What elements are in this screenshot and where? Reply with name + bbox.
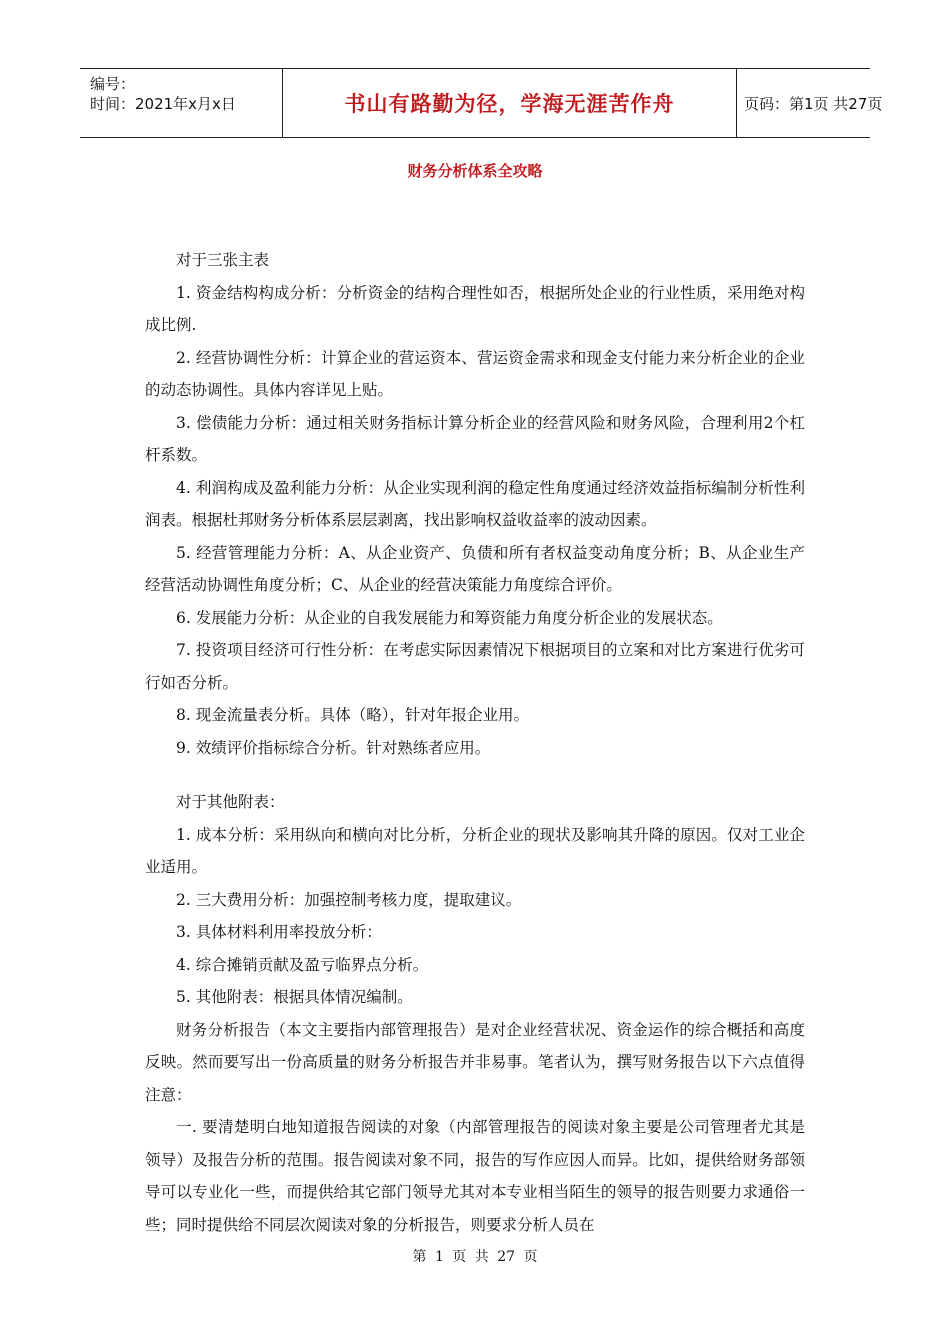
header-motto-cell [282,69,737,137]
paragraph: 5. 经营管理能力分析：A、从企业资产、负债和所有者权益变动角度分析；B、从企业生产经营活动协调性角度分析；C、从企业的经营决策能力角度综合评价。 [145,543,805,594]
header-meta-cell [80,69,282,137]
paragraph: 7. 投资项目经济可行性分析：在考虑实际因素情况下根据项目的立案和对比方案进行优劣可行如否分析。 [145,641,805,692]
section-heading-other-tables: 对于其他附表： [176,793,285,811]
paragraph: 5. 其他附表：根据具体情况编制。 [176,988,413,1006]
paragraph: 1. 资金结构构成分析：分析资金的结构合理性如否，根据所处企业的行业性质，采用绝对构成比例. [145,283,805,334]
paragraph: 6. 发展能力分析：从企业的自我发展能力和筹资能力角度分析企业的发展状态。 [176,608,723,627]
paragraph: 2. 经营协调性分析：计算企业的营运资本、营运资金需求和现金支付能力来分析企业的企业的动态协调性。具体内容详见上贴。 [145,348,805,399]
paragraph: 4. 综合摊销贡献及盈亏临界点分析。 [176,955,429,974]
header-table [80,68,883,138]
paragraph: 财务分析报告（本文主要指内部管理报告）是对企业经营状况、资金运作的综合概括和高度反映。然而要写出一份高质量的财务分析报告并非易事。笔者认为，撰写财务报告以下六点值得注意： [145,1020,805,1104]
paragraph: 9. 效绩评价指标综合分析。针对熟练者应用。 [176,738,491,757]
paragraph: 1. 成本分析：采用纵向和横向对比分析，分析企业的现状及影响其升降的原因。仅对工业企业适用。 [145,825,805,876]
paragraph: 4. 利润构成及盈利能力分析：从企业实现利润的稳定性角度通过经济效益指标编制分析性利润表。根据杜邦财务分析体系层层剥离，找出影响权益收益率的波动因素。 [145,478,805,529]
paragraph: 一. 要清楚明白地知道报告阅读的对象（内部管理报告的阅读对象主要是公司管理者尤其是领导）及报告分析的范围。报告阅读对象不同，报告的写作应因人而异。比如，提供给财务部领导可以专业化一些，而提供给其它部门领导尤其对本专业相当陌生的领导的报告则要力求通俗一些；同时提供给不同层次阅读对象的分析报告，则要求分析人员在 [145,1118,805,1234]
section-heading-main-tables: 对于三张主表 [176,251,270,269]
document-date-label: 时间：2021年x月x日 [90,95,236,113]
header-pager-cell [736,69,883,137]
paragraph: 3. 具体材料利用率投放分析： [176,923,382,941]
header-motto: 书山有路勤为径，学海无涯苦作舟 [344,92,675,116]
paragraph: 3. 偿债能力分析：通过相关财务指标计算分析企业的经营风险和财务风险，合理利用2个杠杆系数。 [145,413,805,464]
document-title: 财务分析体系全攻略 [407,162,543,180]
paragraph: 2. 三大费用分析：加强控制考核力度，提取建议。 [176,890,522,909]
paragraph: 8. 现金流量表分析。具体（略），针对年报企业用。 [176,706,529,724]
page-footer: 第 1 页 共 27 页 [412,1249,538,1265]
document-body [145,244,805,1241]
document-number-label: 编号： [90,75,136,93]
header-page-indicator: 页码：第1页 共27页 [744,94,883,113]
